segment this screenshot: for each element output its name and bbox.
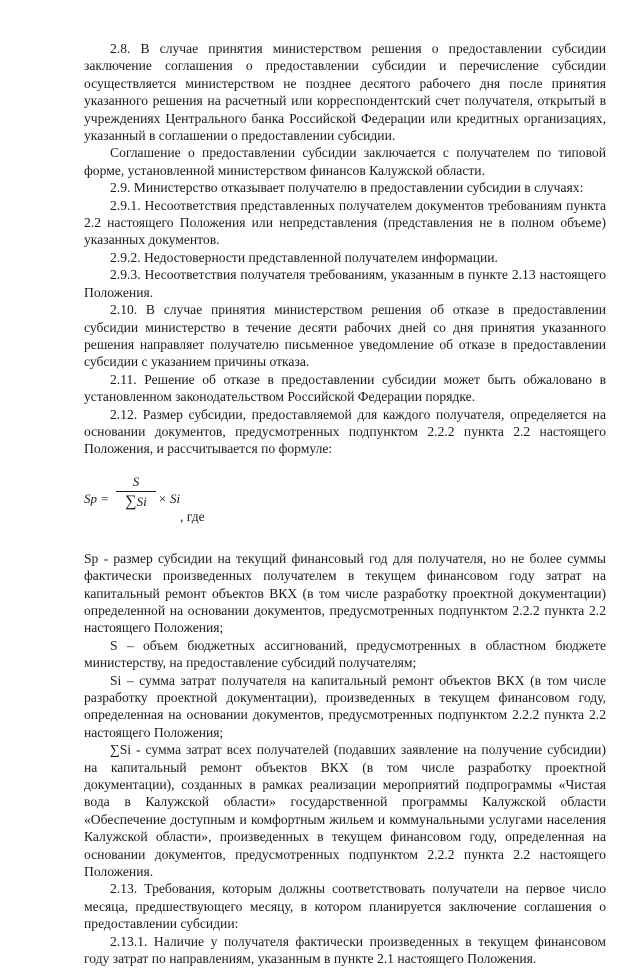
paragraph-2-9-2: 2.9.2. Недостоверности представленной получателем информации. bbox=[110, 249, 498, 265]
formula-fraction bbox=[116, 474, 156, 510]
fraction-bar bbox=[116, 491, 156, 492]
sigma-symbol: ∑ bbox=[125, 492, 137, 510]
formula-denominator bbox=[116, 494, 156, 510]
paragraph-2-9: 2.9. Министерство отказывает получателю в предоставлении субсидии в случаях: bbox=[110, 180, 584, 196]
paragraph-2-12: 2.12. Размер субсидии, предоставляемой для каждого получателя, определяется на основании документов, предусмотренных подпунктом 2.2.2 пункта 2.2 настоящего Положения, и рассчитывается по формуле: bbox=[84, 406, 606, 457]
definition-sum-si: ∑Si - сумма затрат всех получателей (подавших заявление на получение субсидии) на капитальный ремонт объектов ВКХ (в том числе разработку проектной документации), созданных в рамках реализации мероприятий подпрограммы «Чистая вода в Калужской области» государственной программы Калужской области «Обеспечение доступным и комфортным жильем и коммунальными услугами населения Калужской области», произведенных в текущем финансовом году, определенная на основании документов, предусмотренных подпунктом 2.2.2 пункта 2.2 настоящего Положения. bbox=[84, 742, 606, 880]
formula-suffix: , где bbox=[180, 508, 205, 524]
paragraph-agreement: Соглашение о предоставлении субсидии заключается с получателем по типовой форме, установленной министерством финансов Калужской области. bbox=[84, 145, 606, 178]
document-page bbox=[84, 40, 606, 968]
definition-s: S – объем бюджетных ассигнований, предусмотренных в областном бюджете министерству, на предоставление субсидий получателям; bbox=[84, 637, 606, 671]
formula-numerator: S bbox=[132, 473, 140, 489]
paragraph-2-8: 2.8. В случае принятия министерством решения о предоставлении субсидии заключение соглашения о предоставлении субсидии и перечисление субсидии осуществляется министерством не позднее десятого рабочего дня после принятия указанного решения на расчетный или корреспондентский счет получателя, открытый в учреждениях Центрального банка Российской Федерации или кредитных организациях, указанный в соглашении о предоставлении субсидии. bbox=[84, 41, 606, 144]
definition-si: Si – сумма затрат получателя на капитальный ремонт объектов ВКХ (в том числе разработку проектной документации), произведенных в текущем финансовом году, определенная на основании документов, предусмотренных подпунктом 2.2.2 пункта 2.2 настоящего Положения; bbox=[84, 672, 606, 740]
formula-rhs: × Si bbox=[158, 490, 181, 506]
paragraph-2-13-1: 2.13.1. Наличие у получателя фактически произведенных в текущем финансовом году затрат по направлениям, указанным в пункте 2.1 настоящего Положения. bbox=[84, 933, 606, 967]
formula-denominator-term: Si bbox=[136, 493, 147, 509]
paragraph-2-10: 2.10. В случае принятия министерством решения об отказе в предоставлении субсидии министерство в течение десяти рабочих дней со дня принятия указанного решения направляет получателю письменное уведомление об отказе в предоставлении субсидии с указанием причины отказа. bbox=[84, 302, 606, 370]
paragraph-2-9-3: 2.9.3. Несоответствия получателя требованиям, указанным в пункте 2.13 настоящего Положения. bbox=[84, 267, 606, 300]
subsidy-formula bbox=[84, 466, 606, 540]
paragraph-2-13: 2.13. Требования, которым должны соответствовать получатели на первое число месяца, предшествующего месяцу, в котором планируется заключение соглашения о предоставлении субсидии: bbox=[84, 881, 606, 932]
paragraph-2-11: 2.11. Решение об отказе в предоставлении субсидии может быть обжаловано в установленном законодательством Российской Федерации порядке. bbox=[84, 371, 606, 405]
paragraph-2-9-1: 2.9.1. Несоответствия представленных получателем документов требованиям пункта 2.2 настоящего Положения или непредставления (представления не в полном объеме) указанных документов. bbox=[84, 197, 606, 248]
formula-lhs: Sp = bbox=[84, 490, 110, 506]
definition-sp: Sp - размер субсидии на текущий финансовый год для получателя, но не более суммы фактически произведенных получателем в текущем финансовом году затрат на капитальный ремонт объектов ВКХ (в том числе разработку проектной документации) определенной на основании документов, предусмотренных подпунктом 2.2.2 пункта 2.2 настоящего Положения; bbox=[84, 550, 606, 636]
